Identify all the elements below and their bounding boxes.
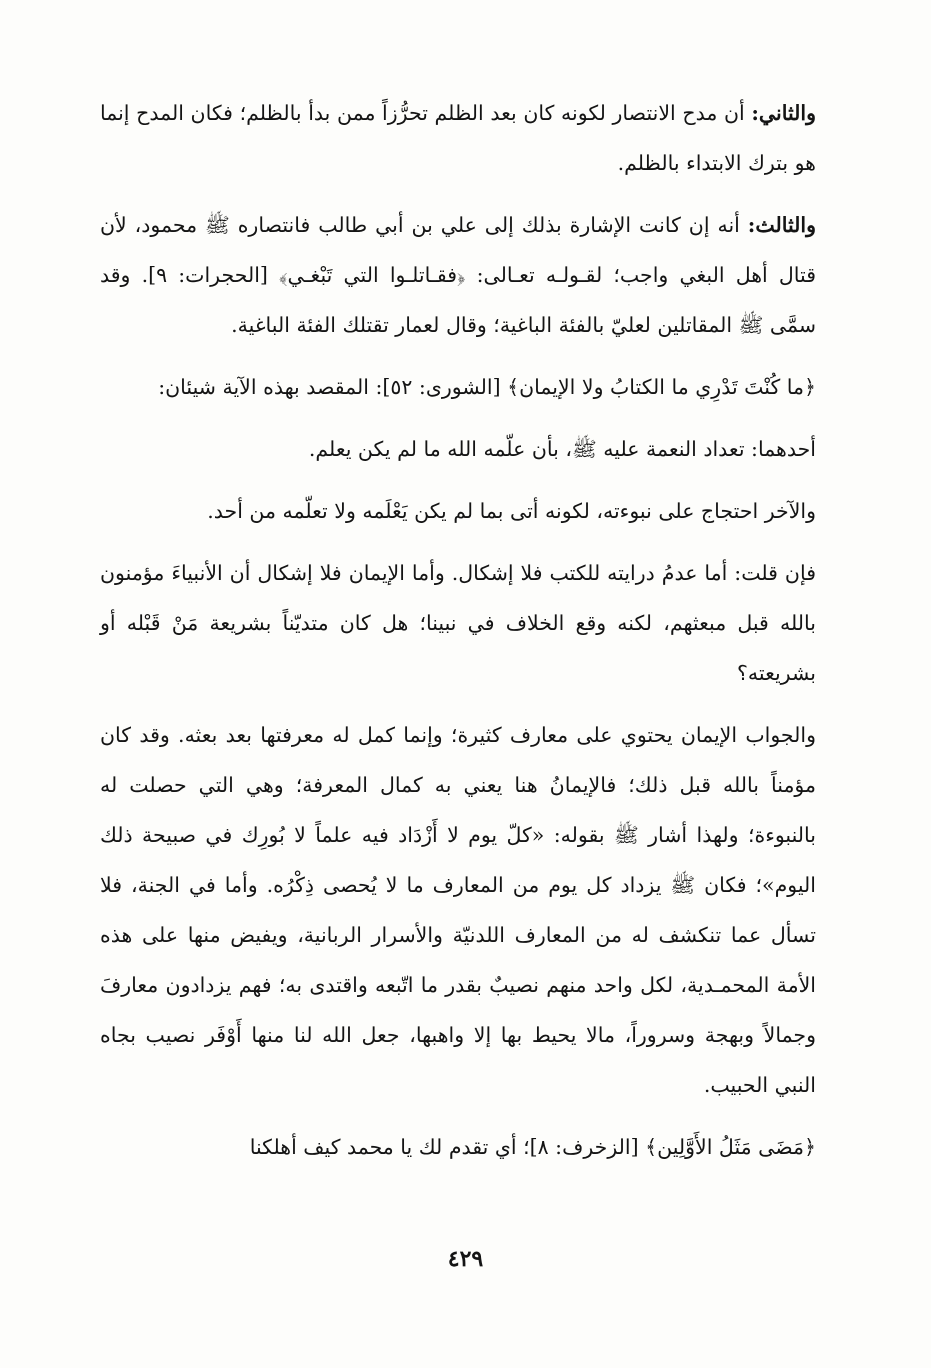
paragraph-text: أحدهما: تعداد النعمة عليه ﷺ، بأن علّمه الله ما لم يكن يعلم. [308,437,816,461]
paragraph-text: أن مدح الانتصار لكونه كان بعد الظلم تحرُّزاً ممن بدأ بالظلم؛ فكان المدح إنما هو بترك الابتداء بالظلم. [100,101,816,175]
page-body [100,88,816,1172]
paragraph-second-point [100,88,816,188]
paragraph-third-point [100,200,816,350]
paragraph-answer [100,710,816,1110]
paragraph-verse-zukhruf [100,1122,816,1172]
paragraph-question [100,548,816,698]
paragraph-verse-shura [100,362,816,412]
paragraph-text: أنه إن كانت الإشارة بذلك إلى علي بن أبي طالب فانتصاره ﷺ محمود، لأن قتال أهل البغي واجب؛ لقـولـه تعـالى: ﴿فقـاتلـوا التي تَبْغـي﴾ [الحجرات: ٩]. وقد سمَّى ﷺ المقاتلين لعليّ بالفئة الباغية؛ وقال لعمار تقتلك الفئة الباغية. [100,213,816,337]
paragraph-text: ﴿ما كُنْتَ تَدْرِي ما الكتابُ ولا الإيمان﴾ [الشورى: ٥٢]: المقصد بهذه الآية شيئان: [158,375,816,399]
paragraph-second-meaning [100,486,816,536]
paragraph-first-meaning [100,424,816,474]
paragraph-text: والجواب الإيمان يحتوي على معارف كثيرة؛ وإنما كمل له معرفتها بعد بعثه. وقد كان مؤمناً بالله قبل ذلك؛ فالإيمانُ هنا يعني به كمال المعرفة؛ وهي التي حصلت له بالنبوءة؛ ولهذا أشار ﷺ بقوله: «كلّ يوم لا أَزْدَاد فيه علماً لا بُورِك في صبيحة ذلك اليوم»؛ فكان ﷺ يزداد كل يوم من المعارف ما لا يُحصى ذِكْرُه. وأما في الجنة، فلا تسأل عما تنكشف له من المعارف اللدنيّة والأسرار الربانية، ويفيض منها على هذه الأمة المحمـدية، لكل واحد منهم نصيبٌ بقدر ما اتّبعه واقتدى به؛ فهم يزدادون معارفَ وجمالاً وبهجة وسروراً، مالا يحيط بها إلا واهبها، جعل الله لنا منها أَوْفَر نصيب بجاه النبي الحبيب. [100,723,816,1097]
paragraph-lead: والثالث: [747,213,816,237]
paragraph-lead: والثاني: [751,101,816,125]
page-number: ٤٢٩ [447,1246,484,1272]
paragraph-text: والآخر احتجاج على نبوءته، لكونه أتى بما لم يكن يَعْلَمه ولا تعلّمه من أحد. [207,499,816,523]
paragraph-text: ﴿مَضَى مَثَلُ الأَوَّلِين﴾ [الزخرف: ٨]؛ أي تقدم لك يا محمد كيف أهلكنا [249,1135,816,1159]
paragraph-text: فإن قلت: أما عدمُ درايته للكتب فلا إشكال. وأما الإيمان فلا إشكال أن الأنبياءَ مؤمنون بالله قبل مبعثهم، لكنه وقع الخلاف في نبينا؛ هل كان متديّناً بشريعة مَنْ قَبْله أو بشريعته؟ [100,561,816,685]
